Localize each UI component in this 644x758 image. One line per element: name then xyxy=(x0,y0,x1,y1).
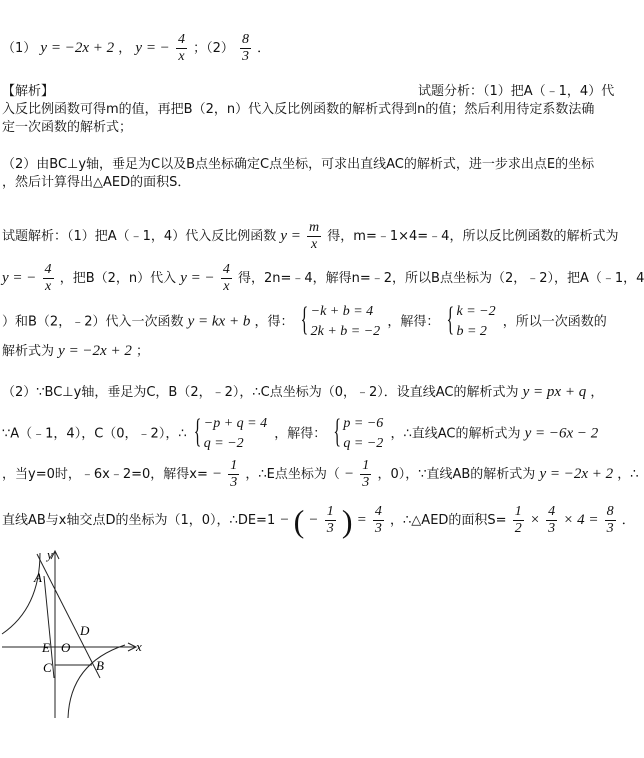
solution-area-result: $\frac{8}{3}$ xyxy=(606,504,614,536)
equation-system-pq: { −p + q = 4 q = −2 xyxy=(194,414,267,454)
solution-half: $\frac{1}{2}$ xyxy=(514,504,522,536)
analysis-line-3: 定一次函数的解析式； xyxy=(2,120,133,135)
label-o: O xyxy=(61,640,71,655)
answer-area-fraction: $\frac{8}{3}$ xyxy=(242,32,250,64)
label-a: A xyxy=(34,570,42,585)
solution-4-over-x: $\frac{4}{x}$ xyxy=(44,262,52,294)
solution-m-over-x: $\frac{m}{x}$ xyxy=(309,220,320,252)
solution-4-over-x-2: $\frac{4}{x}$ xyxy=(222,262,230,294)
answer-part1-label: （1） xyxy=(2,41,37,56)
analysis-part2-end: ，然后计算得出△AED的面积S． xyxy=(2,175,191,190)
label-d: D xyxy=(80,623,90,638)
answer-linear-function: y = −2x + 2 xyxy=(40,40,115,56)
answer-part2-label: ；（2） xyxy=(193,41,234,56)
analysis-header-line xyxy=(2,83,54,101)
solution-part2-line-2: ∵A（﹣1，4），C（0，﹣2），∴ { −p + q = 4 q = −2 ，解得： { p = −6 q = −2 ，∴直线AC的解析式为 y = −6x − 2 xyxy=(2,414,598,454)
solution-four-thirds: $\frac{4}{3}$ xyxy=(548,504,556,536)
solution-line-1: 试题解析：（1）把A（﹣1，4）代入反比例函数 y = $\frac{m}{x}$ 得，m=﹣1×4=﹣4，所以反比例函数的解析式为 xyxy=(2,220,619,252)
hyperbola-lower-right xyxy=(68,645,125,718)
solution-de-result: $\frac{4}{3}$ xyxy=(374,504,382,536)
analysis-intro: 试题分析：（1）把A（﹣1，4）代 xyxy=(418,84,615,99)
analysis-header: 【解析】 xyxy=(2,84,55,99)
answer-inverse-fraction: $\frac{4}{x}$ xyxy=(177,32,185,64)
analysis-part2: （2）由BC⊥y轴，垂足为C以及B点坐标确定C点坐标，可求出直线AC的解析式，进一步求出点E的坐标 xyxy=(2,157,595,172)
label-c: C xyxy=(43,660,52,675)
solution-line-3: ）和B（2，﹣2）代入一次函数 y = kx + b ，得： { −k + b = 4 2k + b = −2 ，解得： { k = −2 b = 2 ，所以一次函数的 xyxy=(2,302,607,342)
label-b: B xyxy=(96,658,104,673)
solution-system-pq: { p = −6 q = −2 xyxy=(333,414,383,454)
equation-system-kb: { −k + b = 4 2k + b = −2 xyxy=(301,302,381,342)
solution-line-4: 解析式为 y = −2x + 2 ； xyxy=(2,343,149,359)
label-x: x xyxy=(136,639,142,654)
solution-de-fraction: $\frac{1}{3}$ xyxy=(326,504,334,536)
answer-line: （1） y = −2x + 2 ， y = − $\frac{4}{x}$ ；（2） $\frac{8}{3}$ ． xyxy=(2,32,271,64)
solution-part2-line-3: ，当y=0时，﹣6x﹣2=0，解得x= − $\frac{1}{3}$ ，∴E点坐标为（ − $\frac{1}{3}$ ，0），∵直线AB的解析式为 y = −2x + 2 ，∴ xyxy=(2,458,639,490)
analysis-line-2: 入反比例函数可得m的值，再把B（2，n）代入反比例函数的解析式得到n的值；然后利用待定系数法确 xyxy=(2,102,595,117)
hyperbola-upper-left xyxy=(2,553,40,634)
solution-one-third: $\frac{1}{3}$ xyxy=(230,458,238,490)
solution-system-kb: { k = −2 b = 2 xyxy=(446,302,495,342)
answer-comma: ， xyxy=(118,41,132,56)
solution-line-2: y = − $\frac{4}{x}$ ，把B（2，n）代入 y = − $\frac{4}{x}$ 得，2n=﹣4，解得n=﹣2，所以B点坐标为（2，﹣2），把A（﹣1，4 xyxy=(2,262,644,294)
answer-inverse-function: y = − xyxy=(135,40,170,56)
solution-part2-line-1: （2）∵BC⊥y轴，垂足为C，B（2，﹣2），∴C点坐标为（0，﹣2）．设直线AC的解析式为 y = px + q ， xyxy=(2,384,604,400)
label-e: E xyxy=(42,640,50,655)
solution-part2-line-4: 直线AB与x轴交点D的坐标为（1，0），∴DE=1 − ( − $\frac{1}{3}$ ) = $\frac{4}{3}$ ，∴△AED的面积S= $\frac{1}{2}$ × $\frac{4}{3}$ × 4 = $\frac{8}{3}$ ． xyxy=(2,502,635,539)
label-y: y xyxy=(47,547,53,562)
coordinate-graph xyxy=(0,548,160,723)
solution-e-x-coordinate: $\frac{1}{3}$ xyxy=(362,458,370,490)
